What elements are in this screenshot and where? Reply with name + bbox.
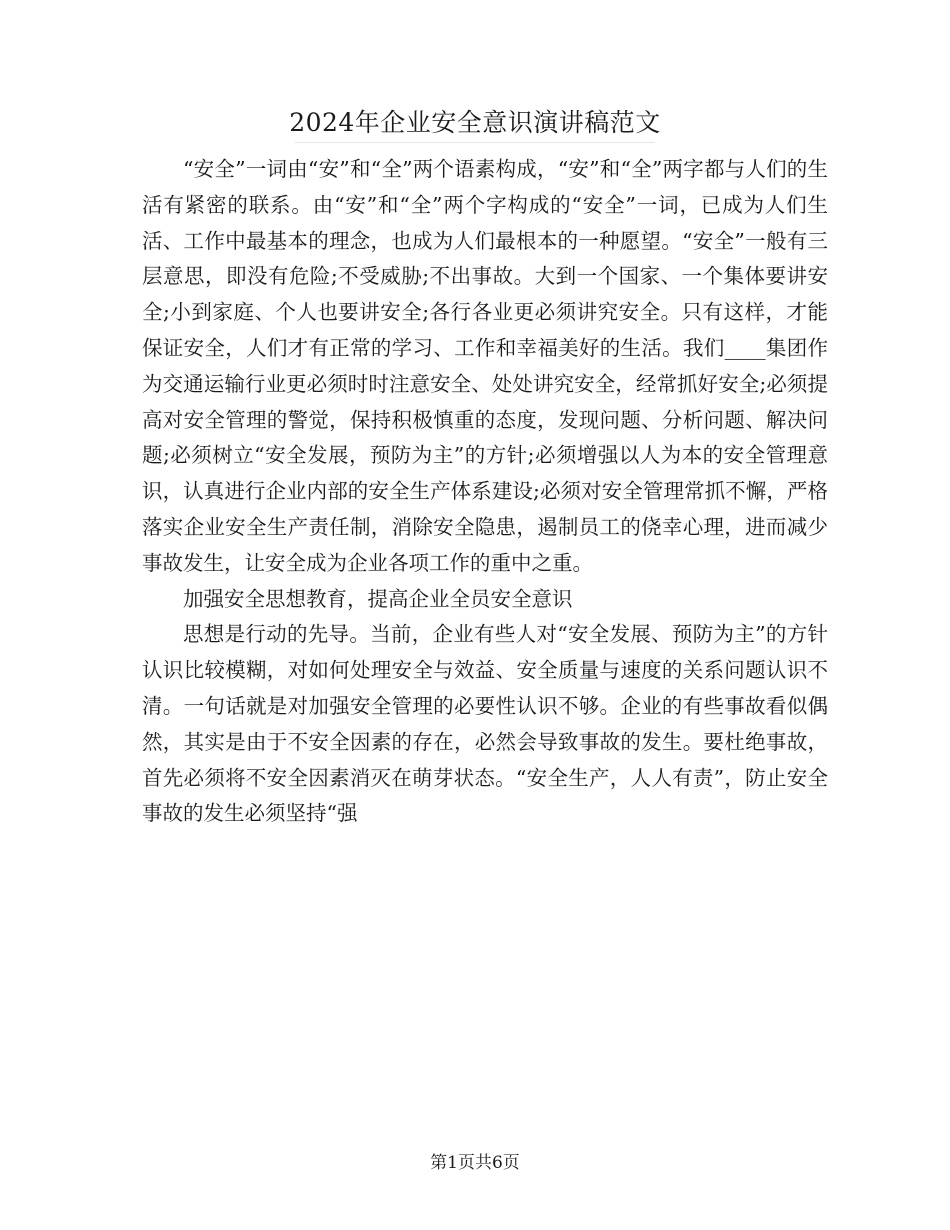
section-heading: 加强安全思想教育，提高企业全员安全意识 xyxy=(183,586,573,611)
document-title: 2024年企业安全意识演讲稿范文 xyxy=(289,108,661,137)
page-number-footer: 第1页共6页 xyxy=(430,1153,520,1173)
paragraph-intro: “安全”一词由“安”和“全”两个语素构成，“安”和“全”两字都与人们的生活有紧密的联系。由“安”和“全”两个字构成的“安全”一词，已成为人们生活、工作中最基本的理念，也成为人们最根本的一种愿望。“安全”一般有三层意思，即没有危险;不受威胁;不出事故。大到一个国家、一个集体要讲安全;小到家庭、个人也要讲安全;各行各业更必须讲究安全。只有这样，才能保证安全，人们才有正常的学习、工作和幸福美好的生活。我们____集团作为交通运输行业更必须时时注意安全、处处讲究安全，经常抓好安全;必须提高对安全管理的警觉，保持积极慎重的态度，发现问题、分析问题、解决问题;必须树立“安全发展，预防为主”的方针;必须增强以人为本的安全管理意识，认真进行企业内部的安全生产体系建设;必须对安全管理常抓不懈，严格落实企业安全生产责任制，消除安全隐患，遏制员工的侥幸心理，进而减少事故发生，让安全成为企业各项工作的重中之重。 xyxy=(142,157,828,575)
document-body xyxy=(142,152,828,832)
paragraph-thinking: 思想是行动的先导。当前，企业有些人对“安全发展、预防为主”的方针认识比较模糊，对如何处理安全与效益、安全质量与速度的关系问题认识不清。一句话就是对加强安全管理的必要性认识不够。企业的有些事故看似偶然，其实是由于不安全因素的存在，必然会导致事故的发生。要杜绝事故，首先必须将不安全因素消灭在萌芽状态。“安全生产，人人有责”，防止安全事故的发生必须坚持“强 xyxy=(142,622,828,826)
title-divider xyxy=(295,142,655,143)
